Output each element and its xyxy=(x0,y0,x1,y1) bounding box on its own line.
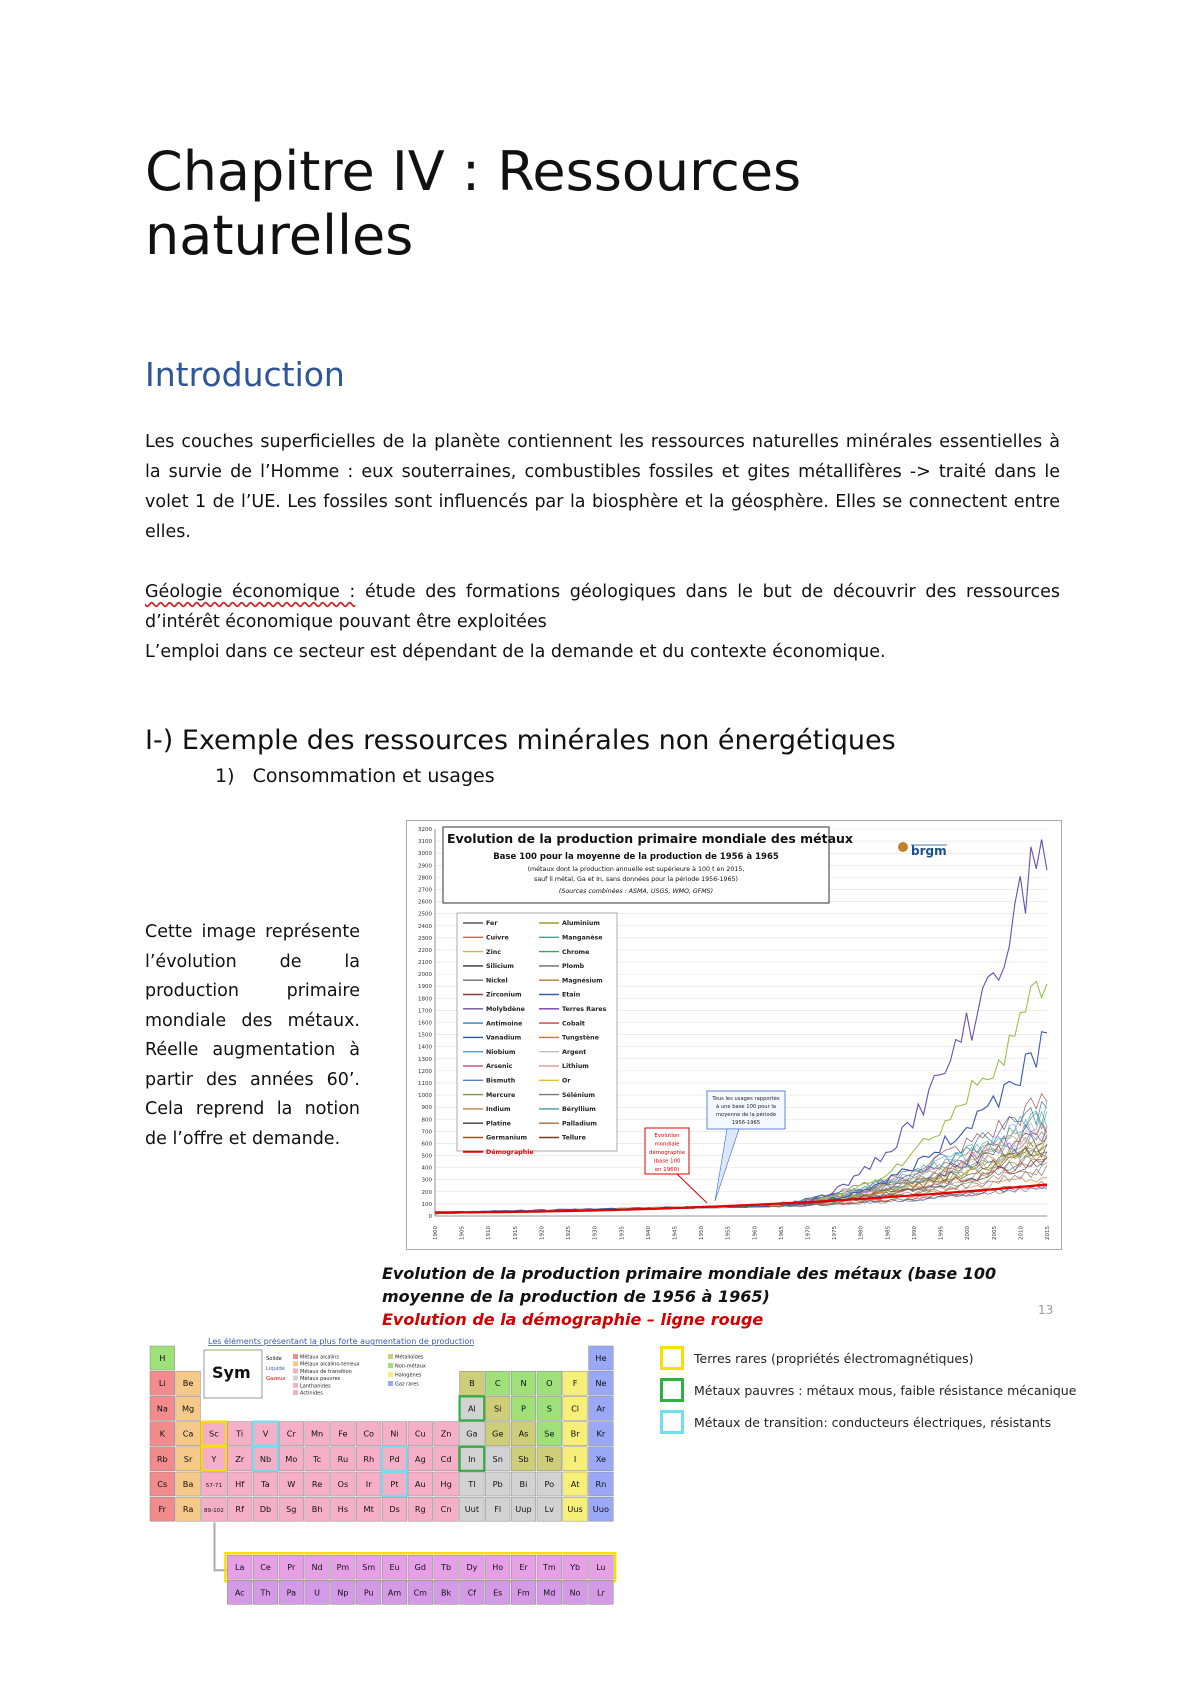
chart-description: Cette image représente l’évolution de la production primaire mondiale des métaux. Réelle augmentation à partir des années 60’. Cela reprend la notion de l’offre et demande. xyxy=(145,922,360,1149)
y-tick-label: 500 xyxy=(421,1153,432,1160)
x-tick-label: 1910 xyxy=(486,1226,493,1240)
element-symbol: Db xyxy=(259,1504,272,1515)
element-symbol: P xyxy=(521,1403,526,1414)
periodic-heading: Les éléments présentant la plus forte augmentation de production xyxy=(208,1338,475,1346)
element-symbol: Uut xyxy=(464,1504,480,1515)
chart-legend xyxy=(457,913,617,1156)
key-swatch xyxy=(293,1376,298,1381)
key-line: Gaz rares xyxy=(395,1381,419,1388)
element-symbol: Sb xyxy=(518,1453,529,1464)
y-tick-label: 2300 xyxy=(418,935,432,942)
element-symbol: Lv xyxy=(544,1504,555,1515)
annotation-pointer xyxy=(677,1174,707,1203)
key-line: Non-métaux xyxy=(395,1363,426,1370)
element-symbol: Cl xyxy=(571,1403,580,1414)
element-symbol: Pm xyxy=(336,1563,350,1573)
legend-entry: Zirconium xyxy=(486,991,522,999)
legend-entry: Platine xyxy=(486,1120,511,1128)
y-tick-label: 800 xyxy=(421,1117,432,1124)
intro-paragraph: Les couches superficielles de la planète contiennent les ressources naturelles minérales essentielles à la survie de l’Homme : eux souterraines, combustibles fossiles et gites métallifères -> traité dans le volet 1 de l’UE. Les fossiles sont influencés par la biosphère et la géosphère. Elles se connectent entre elles. xyxy=(145,432,1060,542)
chart-title-box xyxy=(443,827,853,903)
x-tick-label: 1940 xyxy=(645,1226,652,1240)
element-symbol: Ds xyxy=(389,1504,400,1515)
key-line: Métaux de transition xyxy=(300,1368,352,1375)
y-tick-label: 100 xyxy=(421,1201,432,1208)
element-symbol: Ce xyxy=(260,1563,271,1573)
element-symbol: Bi xyxy=(519,1479,528,1489)
element-symbol: Nb xyxy=(259,1453,272,1464)
key-line: Métaux pauvres xyxy=(300,1376,341,1383)
element-symbol: O xyxy=(546,1378,553,1389)
element-symbol: 57-71 xyxy=(205,1483,223,1489)
key-line: Métaux alcalins xyxy=(300,1354,339,1361)
element-symbol: Zn xyxy=(440,1428,452,1439)
element-symbol: As xyxy=(518,1428,529,1439)
x-tick-label: 1905 xyxy=(459,1226,466,1240)
y-tick-label: 3100 xyxy=(418,839,432,846)
element-symbol: He xyxy=(595,1353,607,1363)
element-symbol: Ne xyxy=(595,1378,607,1389)
element-symbol: Hs xyxy=(337,1504,349,1515)
element-symbol: Uus xyxy=(567,1504,583,1515)
y-tick-label: 2500 xyxy=(418,911,432,918)
x-tick-label: 1985 xyxy=(885,1226,892,1240)
y-tick-label: 1700 xyxy=(418,1008,432,1015)
x-tick-label: 1980 xyxy=(858,1226,865,1240)
legend-entry: Zinc xyxy=(486,948,501,956)
chart-subtitle: Base 100 pour la moyenne de la production de 1956 à 1965 xyxy=(493,852,779,862)
periodic-key xyxy=(204,1350,426,1398)
element-symbol: Re xyxy=(311,1479,323,1489)
chart-note: sauf li métal, Ga et In, sans données pour la période 1956-1965) xyxy=(534,876,738,883)
element-symbol: No xyxy=(569,1588,581,1598)
element-symbol: Md xyxy=(543,1588,556,1598)
x-tick-label: 1920 xyxy=(539,1226,546,1240)
y-tick-label: 200 xyxy=(421,1189,432,1196)
legend-entry: Démographie xyxy=(486,1149,534,1156)
yellow-box-icon xyxy=(660,1346,684,1370)
legend-entry: Tellure xyxy=(562,1134,586,1142)
annotation-text: mondiale xyxy=(654,1141,680,1148)
caption-line-2: Evolution de la démographie – ligne rouge xyxy=(382,1310,764,1329)
y-tick-label: 2000 xyxy=(418,972,432,979)
element-symbol: Sm xyxy=(362,1563,376,1573)
page-title: Chapitre IV : Ressources naturelles xyxy=(145,140,802,267)
element-symbol: Ar xyxy=(596,1403,606,1414)
legend-entry: Manganèse xyxy=(562,934,603,942)
element-symbol: H xyxy=(159,1353,166,1363)
element-symbol: Lr xyxy=(597,1588,605,1598)
y-tick-label: 700 xyxy=(421,1129,432,1136)
key-line: Métaux alcalino-terreux xyxy=(300,1361,360,1368)
key-symbol: Sym xyxy=(212,1363,251,1382)
y-tick-label: 2100 xyxy=(418,960,432,967)
x-tick-label: 1990 xyxy=(911,1226,918,1240)
key-swatch xyxy=(293,1361,298,1366)
element-symbol: Mg xyxy=(181,1403,195,1414)
x-tick-label: 2015 xyxy=(1045,1226,1051,1240)
legend-transition-metals xyxy=(660,1406,1080,1438)
element-symbol: B xyxy=(469,1378,475,1389)
element-symbol: Ge xyxy=(492,1428,504,1439)
element-symbol: Nd xyxy=(311,1563,323,1573)
chart-sources: (Sources combinées : ASMA, USGS, WMO, GFMS) xyxy=(558,888,714,895)
key-swatch xyxy=(293,1354,298,1359)
legend-entry: Aluminium xyxy=(562,920,600,928)
periodic-legend xyxy=(660,1342,1080,1438)
legend-entry: Etain xyxy=(562,991,581,999)
legend-entry: Vanadium xyxy=(486,1034,522,1042)
key-swatch xyxy=(388,1363,393,1368)
element-symbol: K xyxy=(159,1428,165,1439)
y-tick-label: 1500 xyxy=(418,1032,432,1039)
x-tick-label: 1900 xyxy=(433,1226,439,1240)
element-symbol: Ru xyxy=(337,1453,349,1464)
annotation-text: moyenne de la période xyxy=(715,1112,777,1118)
annotation-text: Tous les usages rapportés xyxy=(712,1096,780,1102)
y-tick-label: 900 xyxy=(421,1105,432,1112)
y-tick-label: 2800 xyxy=(418,875,432,882)
metals-production-chart xyxy=(406,820,1062,1250)
element-symbol: Am xyxy=(387,1588,402,1598)
element-symbol: Fl xyxy=(494,1504,502,1515)
element-symbol: Cu xyxy=(414,1428,426,1439)
y-tick-label: 0 xyxy=(428,1214,432,1220)
x-tick-label: 1975 xyxy=(832,1226,839,1240)
annotation-pointer xyxy=(715,1129,739,1201)
element-symbol: In xyxy=(468,1453,476,1464)
element-symbol: Th xyxy=(260,1588,271,1598)
x-tick-label: 1930 xyxy=(592,1226,599,1240)
element-symbol: N xyxy=(520,1378,527,1389)
key-line: Actinides xyxy=(300,1390,323,1397)
y-tick-label: 1900 xyxy=(418,984,432,991)
subsection-number: 1) xyxy=(215,765,235,787)
subsection-title: Consommation et usages xyxy=(252,765,495,787)
element-symbol: Rh xyxy=(363,1453,375,1464)
element-symbol: Ir xyxy=(365,1479,372,1489)
element-symbol: Te xyxy=(544,1453,554,1464)
geology-definition xyxy=(145,577,1060,667)
element-symbol: Xe xyxy=(595,1453,607,1464)
key-state: Solide xyxy=(266,1356,282,1362)
element-symbol: Pa xyxy=(286,1588,296,1598)
introduction-heading: Introduction xyxy=(145,355,345,394)
legend-poor-metals xyxy=(660,1374,1080,1406)
legend-label: Terres rares (propriétés électromagnétiques) xyxy=(694,1350,974,1366)
element-symbol: Be xyxy=(182,1378,194,1389)
y-tick-label: 1300 xyxy=(418,1056,432,1063)
element-symbol: Cn xyxy=(440,1504,452,1515)
key-swatch xyxy=(293,1390,298,1395)
element-symbol: Tm xyxy=(542,1563,556,1573)
element-symbol: Ta xyxy=(261,1479,270,1489)
element-symbol: Pu xyxy=(363,1588,374,1598)
legend-entry: Bismuth xyxy=(486,1077,516,1085)
element-symbol: Pr xyxy=(287,1563,296,1573)
element-symbol: Rg xyxy=(414,1504,426,1515)
legend-entry: Indium xyxy=(486,1106,511,1114)
legend-entry: Molybdène xyxy=(486,1006,525,1013)
key-state: Gazeux xyxy=(266,1376,286,1382)
element-symbol: Uuo xyxy=(592,1504,610,1515)
element-symbol: Eu xyxy=(389,1563,400,1573)
element-symbol: Bk xyxy=(441,1588,452,1598)
x-tick-label: 1925 xyxy=(566,1226,573,1240)
series-line xyxy=(435,1147,1047,1214)
element-symbol: Sn xyxy=(492,1453,503,1464)
element-symbol: Ra xyxy=(182,1504,194,1515)
legend-entry: Antimoine xyxy=(486,1020,523,1028)
legend-entry: Argent xyxy=(562,1048,587,1056)
element-symbol: Au xyxy=(414,1479,426,1489)
element-symbol: Pb xyxy=(492,1479,503,1489)
subsection-heading xyxy=(215,765,495,787)
y-tick-label: 2900 xyxy=(418,863,432,870)
element-symbol: Cr xyxy=(286,1428,296,1439)
element-symbol: Np xyxy=(337,1588,349,1598)
y-tick-label: 3000 xyxy=(418,851,432,858)
element-symbol: Rn xyxy=(595,1479,607,1489)
element-symbol: Ag xyxy=(414,1453,426,1464)
key-swatch xyxy=(388,1381,393,1386)
legend-entry: Cuivre xyxy=(486,934,509,942)
legend-entry: Fer xyxy=(486,920,498,928)
element-symbol: Li xyxy=(158,1378,166,1389)
element-symbol: Rb xyxy=(156,1453,168,1464)
element-symbol: S xyxy=(546,1403,552,1414)
x-tick-label: 1950 xyxy=(699,1226,706,1240)
annotation-text: démographie xyxy=(649,1150,685,1156)
element-symbol: Es xyxy=(493,1588,503,1598)
y-tick-label: 1600 xyxy=(418,1020,432,1027)
element-symbol: Cd xyxy=(440,1453,452,1464)
annotation-text: en 1960) xyxy=(654,1167,680,1173)
definition-term: Géologie économique : xyxy=(145,582,356,602)
y-tick-label: 2400 xyxy=(418,923,432,930)
chart-title: Evolution de la production primaire mondiale des métaux xyxy=(447,831,853,846)
element-symbol: Tl xyxy=(468,1479,476,1489)
y-tick-label: 300 xyxy=(421,1177,432,1184)
caption-line-1: Evolution de la production primaire mondiale des métaux (base 100 moyenne de la production de 1956 à 1965) xyxy=(382,1264,997,1306)
key-swatch xyxy=(388,1372,393,1377)
legend-entry: Plomb xyxy=(562,963,585,971)
section-heading: I-) Exemple des ressources minérales non énergétiques xyxy=(145,725,896,756)
element-symbol: At xyxy=(570,1479,580,1489)
key-swatch xyxy=(388,1354,393,1359)
annotation-text: Evolution xyxy=(654,1133,680,1139)
annotation-text: 1956-1965 xyxy=(731,1120,761,1126)
element-symbol: Fe xyxy=(338,1428,348,1439)
element-symbol: Ni xyxy=(390,1428,399,1439)
cyan-box-icon xyxy=(660,1410,684,1434)
employment-sentence: L’emploi dans ce secteur est dépendant de la demande et du contexte économique. xyxy=(145,642,886,662)
element-symbol: Pd xyxy=(389,1453,400,1464)
y-tick-label: 1200 xyxy=(418,1068,432,1075)
key-swatch xyxy=(293,1383,298,1388)
element-symbol: Cf xyxy=(467,1588,477,1598)
element-symbol: Sr xyxy=(183,1453,193,1464)
element-symbol: Sc xyxy=(209,1428,219,1439)
element-symbol: Ca xyxy=(182,1428,194,1439)
legend-entry: Or xyxy=(562,1077,571,1085)
element-symbol: Cs xyxy=(157,1479,168,1489)
y-tick-label: 2700 xyxy=(418,887,432,894)
element-symbol: Na xyxy=(156,1403,168,1414)
element-symbol: V xyxy=(262,1428,269,1439)
element-symbol: U xyxy=(314,1588,321,1598)
periodic-table xyxy=(148,1338,648,1635)
legend-entry: Terres Rares xyxy=(562,1006,607,1013)
element-symbol: Os xyxy=(337,1479,349,1489)
element-symbol: Zr xyxy=(235,1453,245,1464)
chart-note: (métaux dont la production annuelle est supérieure à 100 t en 2015, xyxy=(527,866,745,873)
legend-label: Métaux de transition: conducteurs électriques, résistants xyxy=(694,1414,1052,1430)
y-tick-label: 400 xyxy=(421,1165,432,1172)
key-line: Métalloïdes xyxy=(395,1354,424,1361)
y-tick-label: 600 xyxy=(421,1141,432,1148)
legend-entry: Cobalt xyxy=(562,1020,585,1028)
element-symbol: Al xyxy=(467,1403,476,1414)
y-tick-label: 2600 xyxy=(418,899,432,906)
element-symbol: Pt xyxy=(390,1479,399,1489)
legend-label: Métaux pauvres : métaux mous, faible résistance mécanique xyxy=(694,1382,1077,1398)
element-symbol: Tc xyxy=(313,1453,322,1464)
element-symbol: La xyxy=(235,1563,245,1573)
element-symbol: Yb xyxy=(570,1563,581,1573)
legend-entry: Niobium xyxy=(486,1048,516,1056)
annotation-text: (base 100 xyxy=(653,1158,681,1165)
element-symbol: 89-102 xyxy=(203,1508,224,1515)
legend-entry: Tungstène xyxy=(562,1034,599,1042)
element-symbol: Uup xyxy=(515,1504,532,1515)
element-symbol: Cm xyxy=(413,1588,427,1598)
legend-entry: Lithium xyxy=(562,1063,589,1071)
green-box-icon xyxy=(660,1378,684,1402)
element-symbol: Mn xyxy=(310,1428,324,1439)
key-line: Lanthanides xyxy=(300,1383,331,1390)
legend-entry: Magnésium xyxy=(562,977,603,985)
chart-caption xyxy=(382,1262,1062,1331)
y-tick-label: 1800 xyxy=(418,996,432,1003)
element-symbol: Y xyxy=(211,1453,217,1464)
element-symbol: Er xyxy=(519,1563,528,1573)
element-symbol: Ba xyxy=(182,1479,194,1489)
element-symbol: Dy xyxy=(466,1563,478,1573)
element-symbol: Lu xyxy=(596,1563,606,1573)
x-tick-label: 2005 xyxy=(991,1226,998,1240)
legend-entry: Arsenic xyxy=(486,1063,513,1071)
x-tick-label: 1960 xyxy=(752,1226,759,1240)
element-symbol: Kr xyxy=(596,1428,606,1439)
legend-entry: Silicium xyxy=(486,963,514,971)
element-symbol: Gd xyxy=(414,1563,426,1573)
key-line: Halogènes xyxy=(395,1372,422,1379)
element-symbol: Po xyxy=(544,1479,555,1489)
element-symbol: Co xyxy=(363,1428,375,1439)
element-symbol: Tb xyxy=(441,1563,452,1573)
x-tick-label: 1995 xyxy=(938,1226,945,1240)
element-symbol: Ac xyxy=(234,1588,245,1598)
x-tick-label: 2000 xyxy=(965,1226,972,1240)
key-swatch xyxy=(293,1368,298,1373)
x-tick-label: 1965 xyxy=(778,1226,785,1240)
legend-entry: Chrome xyxy=(562,948,590,956)
element-symbol: Br xyxy=(570,1428,580,1439)
brgm-logo: brgm xyxy=(911,844,947,858)
element-symbol: Ho xyxy=(492,1563,504,1573)
element-symbol: Sg xyxy=(286,1504,297,1515)
annotation-base100 xyxy=(707,1091,785,1201)
element-symbol: Se xyxy=(544,1428,555,1439)
y-tick-label: 1100 xyxy=(418,1080,432,1087)
element-symbol: F xyxy=(572,1378,578,1389)
element-symbol: C xyxy=(494,1378,501,1389)
element-symbol: Hf xyxy=(235,1479,245,1489)
y-tick-label: 2200 xyxy=(418,947,432,954)
x-tick-label: 1935 xyxy=(619,1226,626,1240)
x-tick-label: 2010 xyxy=(1018,1226,1025,1240)
page-number: 13 xyxy=(1038,1303,1054,1317)
legend-entry: Palladium xyxy=(562,1120,597,1128)
legend-entry: Sélénium xyxy=(562,1091,595,1099)
legend-frame xyxy=(457,913,617,1151)
element-symbol: Bh xyxy=(311,1504,323,1515)
legend-entry: Germanium xyxy=(486,1134,528,1142)
legend-entry: Mercure xyxy=(486,1091,516,1099)
legend-rare-earths xyxy=(660,1342,1080,1374)
definition-text: étude des formations géologiques dans le but de découvrir des ressources d’intérêt économique pouvant être exploitées xyxy=(145,582,1060,632)
y-tick-label: 1000 xyxy=(418,1093,432,1100)
element-symbol: Si xyxy=(493,1403,502,1414)
x-tick-label: 1955 xyxy=(725,1226,732,1240)
element-symbol: Ga xyxy=(466,1428,478,1439)
element-symbol: Ti xyxy=(236,1428,244,1439)
element-symbol: Fm xyxy=(517,1588,530,1598)
element-symbol: Hg xyxy=(440,1479,452,1489)
element-symbol: Fr xyxy=(158,1504,167,1515)
brgm-logo-icon xyxy=(898,842,908,852)
y-tick-label: 3200 xyxy=(418,827,432,833)
x-tick-label: 1945 xyxy=(672,1226,679,1240)
element-symbol: Rf xyxy=(235,1504,244,1515)
element-symbol: Mt xyxy=(363,1504,374,1515)
element-symbol: I xyxy=(573,1453,577,1464)
element-symbol: W xyxy=(287,1479,296,1489)
annotation-text: à une base 100 pour la xyxy=(716,1104,776,1110)
legend-entry: Nickel xyxy=(486,977,508,985)
x-tick-label: 1915 xyxy=(512,1226,519,1240)
x-tick-label: 1970 xyxy=(805,1226,812,1240)
element-symbol: Mo xyxy=(285,1453,298,1464)
key-state: Liquide xyxy=(266,1366,285,1372)
y-tick-label: 1400 xyxy=(418,1044,432,1051)
legend-entry: Béryllium xyxy=(562,1106,596,1114)
